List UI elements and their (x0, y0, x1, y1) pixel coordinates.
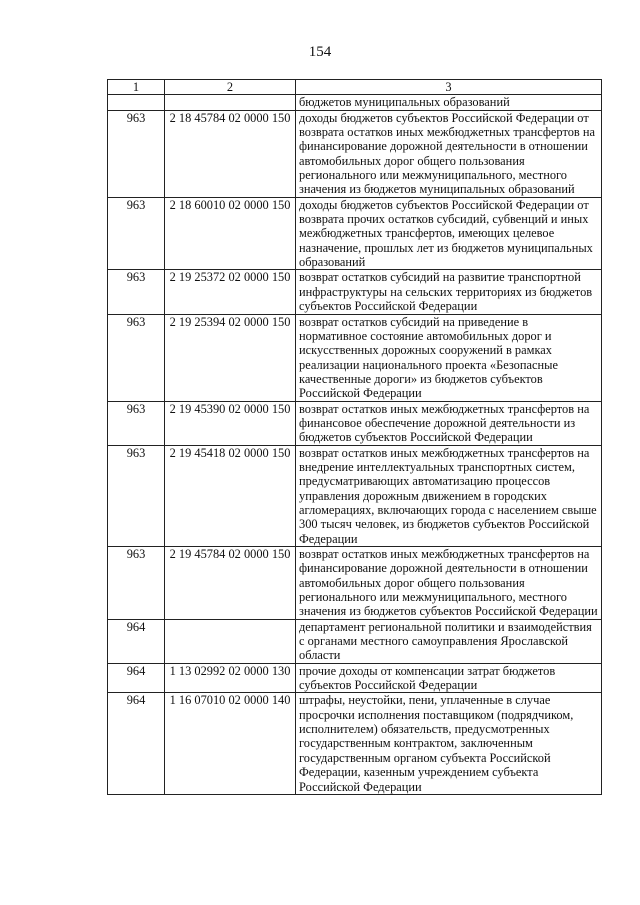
budget-code-cell: 2 19 25372 02 0000 150 (165, 270, 296, 314)
admin-code-cell: 964 (108, 619, 165, 663)
budget-code-cell: 2 19 45390 02 0000 150 (165, 401, 296, 445)
table-row (108, 110, 602, 197)
table-row (108, 95, 602, 110)
revenue-name-cell: возврат остатков иных межбюджетных трансфертов на финансирование дорожной деятельности в отношении автомобильных дорог общего пользования регионального или межмуниципального, местного значения из бюджетов субъектов Российской Федерации (296, 547, 602, 620)
table-row (108, 619, 602, 663)
table-header-row (108, 80, 602, 95)
budget-classification-table (107, 79, 602, 795)
revenue-name-cell: возврат остатков субсидий на приведение в нормативное состояние автомобильных дорог и искусственных дорожных сооружений в рамках реализации национального проекта «Безопасные качественные дороги» из бюджетов субъектов Российской Федерации (296, 314, 602, 401)
revenue-name-cell: доходы бюджетов субъектов Российской Федерации от возврата прочих остатков субсидий, субвенций и иных межбюджетных трансфертов, имеющих целевое назначение, прошлых лет из бюджетов муниципальных образований (296, 197, 602, 270)
budget-code-cell (165, 619, 296, 663)
revenue-name-cell: прочие доходы от компенсации затрат бюджетов субъектов Российской Федерации (296, 663, 602, 693)
admin-code-cell: 963 (108, 445, 165, 546)
budget-code-cell: 2 18 45784 02 0000 150 (165, 110, 296, 197)
budget-code-cell: 2 19 45784 02 0000 150 (165, 547, 296, 620)
revenue-name-cell: доходы бюджетов субъектов Российской Федерации от возврата остатков иных межбюджетных трансфертов на финансирование дорожной деятельности в отношении автомобильных дорог общего пользования регионального или межмуниципального, местного значения из бюджетов муниципальных образований (296, 110, 602, 197)
budget-code-cell (165, 95, 296, 110)
admin-code-cell: 963 (108, 314, 165, 401)
budget-code-cell: 1 13 02992 02 0000 130 (165, 663, 296, 693)
revenue-name-cell: департамент региональной политики и взаимодействия с органами местного самоуправления Ярославской области (296, 619, 602, 663)
admin-code-cell: 963 (108, 547, 165, 620)
admin-code-cell (108, 95, 165, 110)
admin-code-cell: 963 (108, 401, 165, 445)
budget-code-cell: 1 16 07010 02 0000 140 (165, 693, 296, 794)
admin-code-cell: 963 (108, 197, 165, 270)
table-row (108, 445, 602, 546)
table-row (108, 547, 602, 620)
column-header-2: 2 (165, 80, 296, 95)
admin-code-cell: 963 (108, 270, 165, 314)
column-header-1: 1 (108, 80, 165, 95)
table-row (108, 197, 602, 270)
revenue-name-cell: возврат остатков иных межбюджетных трансфертов на финансовое обеспечение дорожной деятельности из бюджетов субъектов Российской Федерации (296, 401, 602, 445)
revenue-name-cell: штрафы, неустойки, пени, уплаченные в случае просрочки исполнения поставщиком (подрядчиком, исполнителем) обязательств, предусмотренных государственным контрактом, заключенным государственным органом субъекта Российской Федерации, казенным учреждением субъекта Российской Федерации (296, 693, 602, 794)
column-header-3: 3 (296, 80, 602, 95)
revenue-name-cell: бюджетов муниципальных образований (296, 95, 602, 110)
table-row (108, 401, 602, 445)
budget-code-cell: 2 19 45418 02 0000 150 (165, 445, 296, 546)
budget-code-cell: 2 19 25394 02 0000 150 (165, 314, 296, 401)
admin-code-cell: 963 (108, 110, 165, 197)
admin-code-cell: 964 (108, 693, 165, 794)
table-row (108, 270, 602, 314)
revenue-name-cell: возврат остатков субсидий на развитие транспортной инфраструктуры на сельских территориях из бюджетов субъектов Российской Федерации (296, 270, 602, 314)
budget-code-cell: 2 18 60010 02 0000 150 (165, 197, 296, 270)
table-row (108, 693, 602, 794)
revenue-name-cell: возврат остатков иных межбюджетных трансфертов на внедрение интеллектуальных транспортных систем, предусматривающих автоматизацию процессов управления дорожным движением в городских агломерациях, включающих города с населением свыше 300 тысяч человек, из бюджетов субъектов Российской Федерации (296, 445, 602, 546)
table-row (108, 314, 602, 401)
table-body (108, 95, 602, 795)
table-row (108, 663, 602, 693)
page-number: 154 (308, 44, 332, 60)
admin-code-cell: 964 (108, 663, 165, 693)
